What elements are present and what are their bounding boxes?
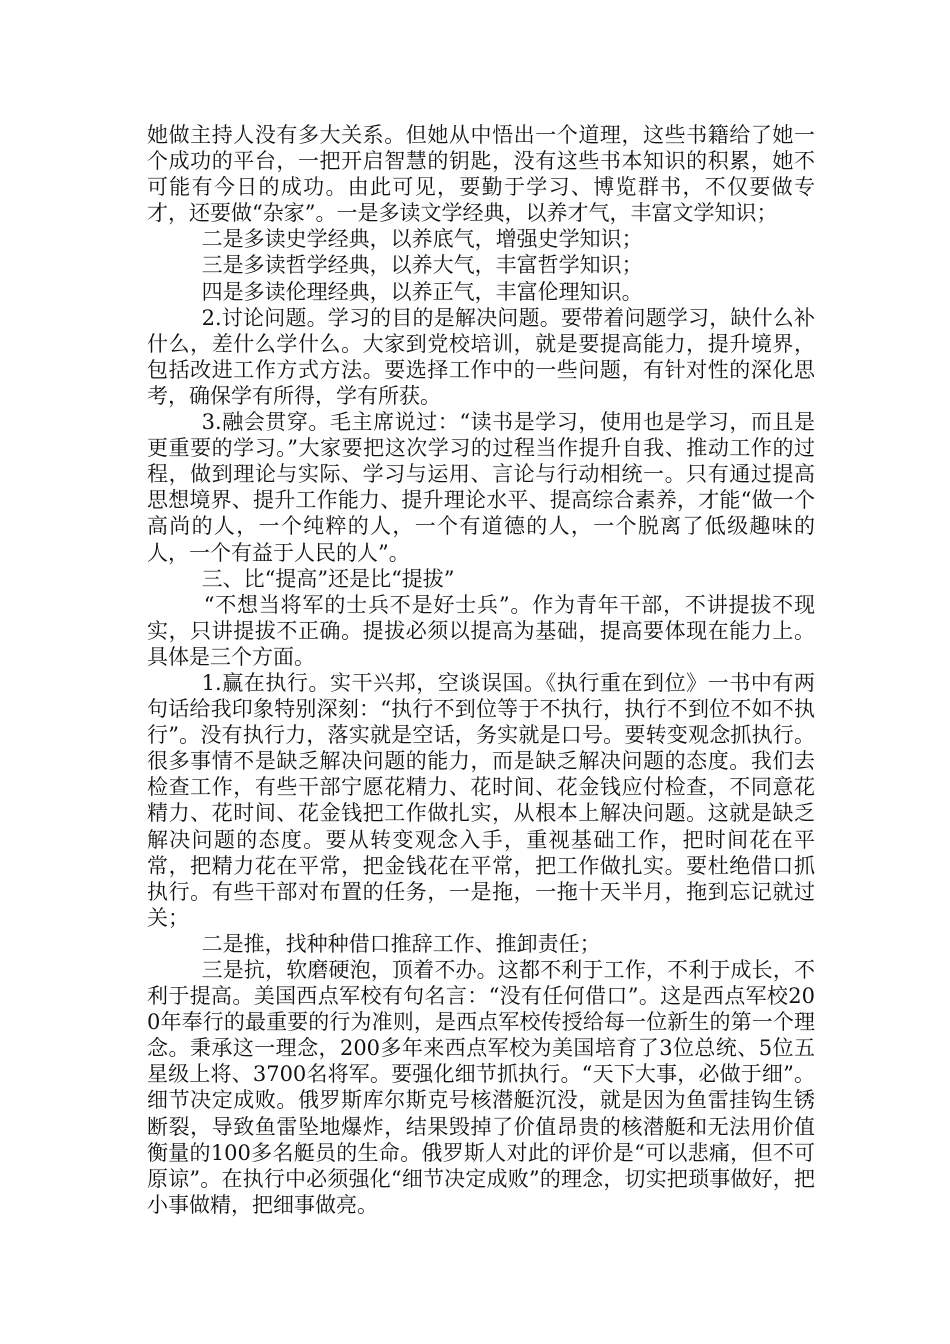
paragraph-push: 二是推，找种种借口推辞工作、推卸责任； bbox=[201, 931, 601, 956]
paragraph-discuss-problems: 2.讨论问题。学习的目的是解决问题。要带着问题学习，缺什么补什么，差什么学什么。大家到党校培训，就是要提高能力，提升境界，包括改进工作方式方法。要选择工作中的一些问题，有针对性的深化思考，确保学有所得，学有所获。 bbox=[147, 305, 815, 408]
section-heading-three: 三、比“提高”还是比“提拔” bbox=[201, 566, 455, 591]
paragraph-continued: 她做主持人没有多大关系。但她从中悟出一个道理，这些书籍给了她一个成功的平台，一把开启智慧的钥匙，没有这些书本知识的积累，她不可能有今日的成功。由此可见，要勤于学习、博览群书，不仅要做专才，还要做“杂家”。一是多读文学经典，以养才气，丰富文学知识； bbox=[147, 123, 815, 226]
paragraph-resist: 三是抗，软磨硬泡，顶着不办。这都不利于工作，不利于成长，不利于提高。美国西点军校有句名言：“没有任何借口”。这是西点军校200年奉行的最重要的行为准则，是西点军校传授给每一位新生的第一个理念。秉承这一理念，200多年来西点军校为美国培育了3位总统、5位五星级上将、3700名将军。要强化细节抓执行。“天下大事，必做于细”。细节决定成败。俄罗斯库尔斯克号核潜艇沉没，就是因为鱼雷挂钩生锈断裂，导致鱼雷坠地爆炸，结果毁掉了价值昂贵的核潜艇和无法用价值衡量的100多名艇员的生命。俄罗斯人对此的评价是“可以悲痛，但不可原谅”。在执行中必须强化“细节决定成败”的理念，切实把琐事做好，把小事做精，把细事做亮。 bbox=[147, 958, 815, 1217]
document-page bbox=[147, 122, 815, 1218]
paragraph-soldier-quote: “不想当将军的士兵不是好士兵”。作为青年干部，不讲提拔不现实，只讲提拔不正确。提拔必须以提高为基础，提高要体现在能力上。具体是三个方面。 bbox=[147, 592, 815, 669]
paragraph-ethics-classics: 四是多读伦理经典，以养正气，丰富伦理知识。 bbox=[201, 279, 643, 304]
paragraph-integrate: 3.融会贯穿。毛主席说过：“读书是学习，使用也是学习，而且是更重要的学习。”大家要把这次学习的过程当作提升自我、推动工作的过程，做到理论与实际、学习与运用、言论与行动相统一。只有通过提高思想境界、提升工作能力、提升理论水平、提高综合素养，才能“做一个高尚的人，一个纯粹的人，一个有道德的人，一个脱离了低级趣味的人，一个有益于人民的人”。 bbox=[147, 410, 815, 565]
paragraph-history-classics: 二是多读史学经典，以养底气，增强史学知识； bbox=[201, 227, 643, 252]
paragraph-win-in-execution: 1.赢在执行。实干兴邦，空谈误国。《执行重在到位》一书中有两句话给我印象特别深刻：“执行不到位等于不执行，执行不到位不如不执行”。没有执行力，落实就是空话，务实就是口号。要转变观念抓执行。很多事情不是缺乏解决问题的能力，而是缺乏解决问题的态度。我们去检查工作，有些干部宁愿花精力、花时间、花金钱应付检查，不同意花精力、花时间、花金钱把工作做扎实，从根本上解决问题。这就是缺乏解决问题的态度。要从转变观念入手，重视基础工作，把时间花在平常，把精力花在平常，把金钱花在平常，把工作做扎实。要杜绝借口抓执行。有些干部对布置的任务，一是拖，一拖十天半月，拖到忘记就过关； bbox=[147, 670, 815, 930]
paragraph-philosophy-classics: 三是多读哲学经典，以养大气，丰富哲学知识； bbox=[201, 253, 643, 278]
